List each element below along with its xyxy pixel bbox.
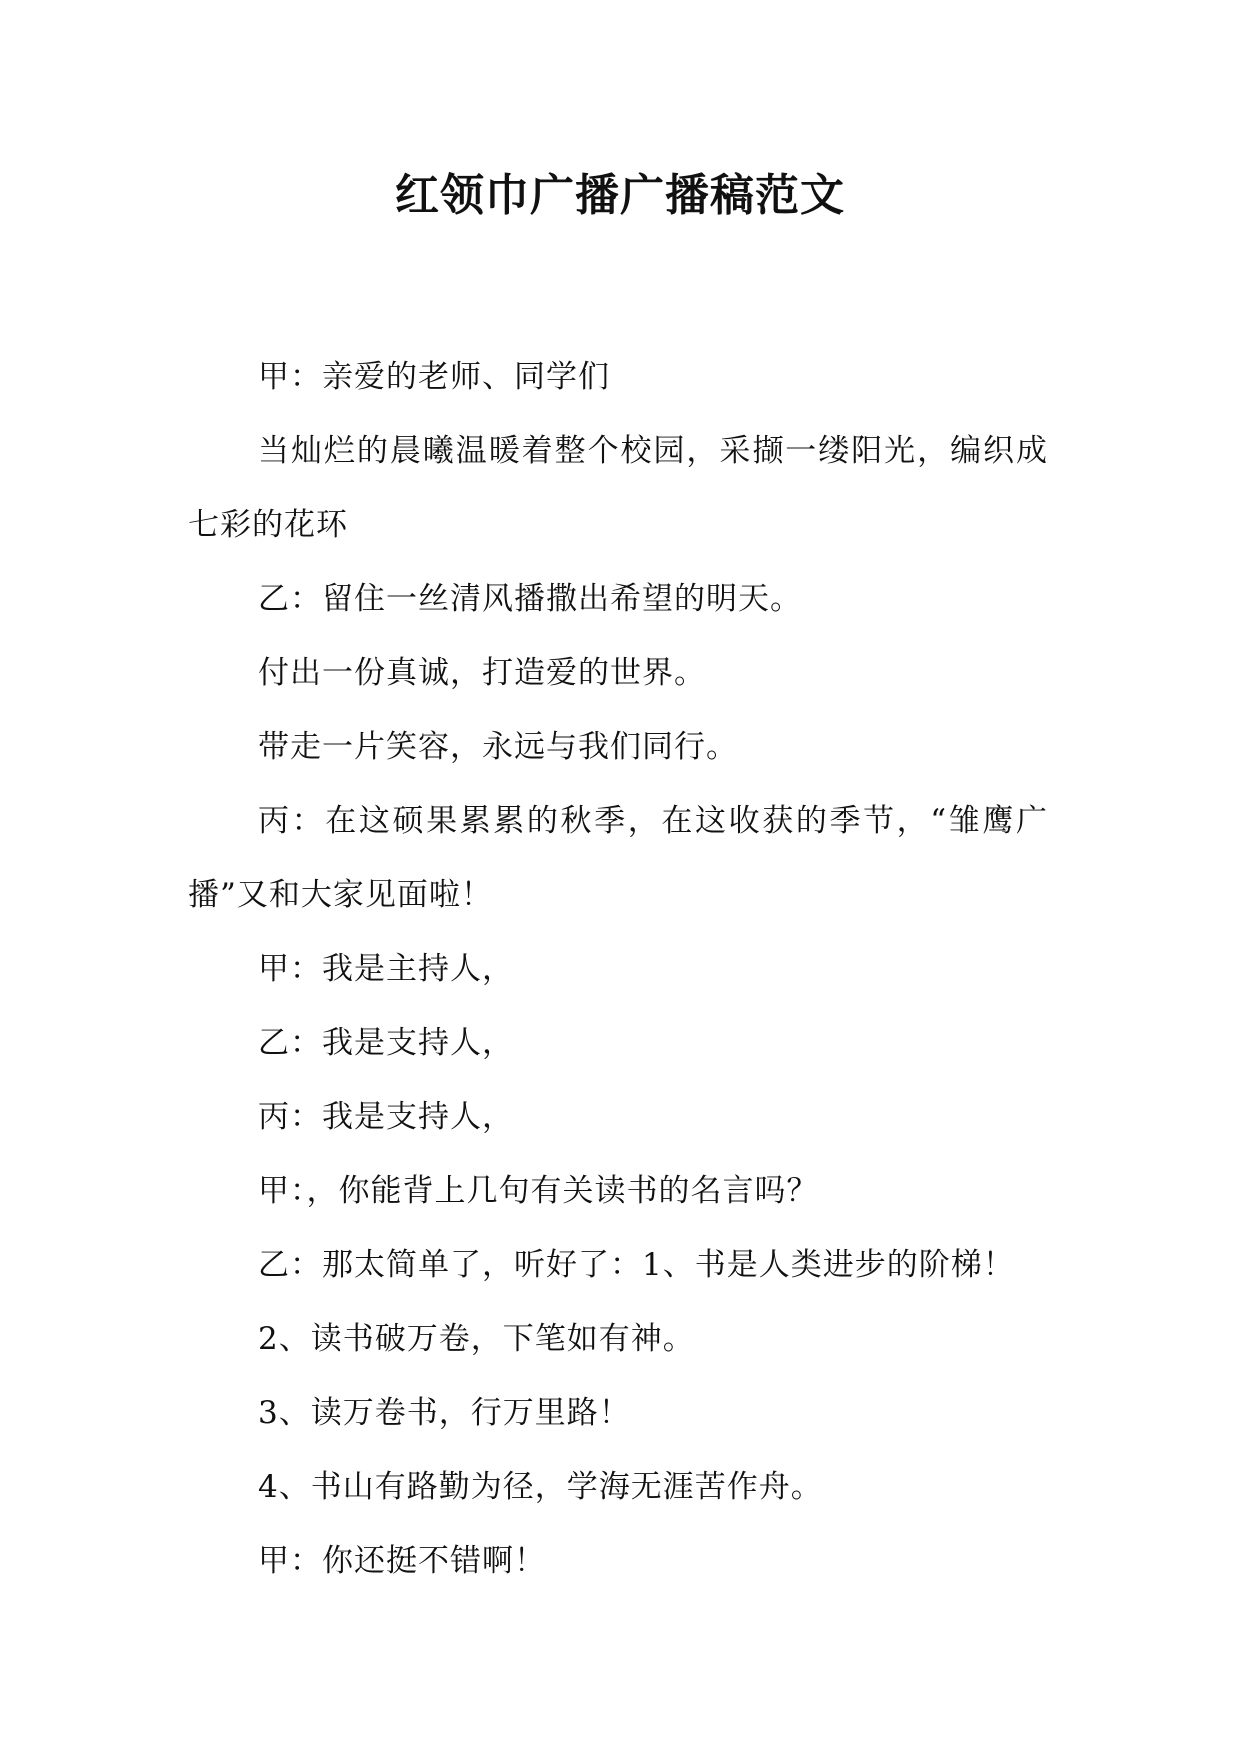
document-title: 红领巾广播广播稿范文	[395, 170, 845, 221]
paragraph: 乙：那太简单了，听好了：1、书是人类进步的阶梯！	[258, 1247, 1015, 1283]
paragraph: 甲：，你能背上几句有关读书的名言吗？	[258, 1173, 819, 1209]
paragraph: 丙：在这硕果累累的秋季，在这收获的季节，“雏鹰广播”又和大家见面啦！	[188, 803, 1048, 913]
paragraph: 付出一份真诚，打造爱的世界。	[258, 655, 706, 691]
paragraph: 2、读书破万卷，下笔如有神。	[258, 1321, 695, 1357]
paragraph: 乙：留住一丝清风播撒出希望的明天。	[258, 581, 802, 617]
paragraph: 甲：你还挺不错啊！	[258, 1543, 546, 1579]
paragraph: 丙：我是支持人，	[258, 1099, 514, 1135]
paragraph: 3、读万卷书，行万里路！	[258, 1395, 631, 1431]
paragraph: 带走一片笑容，永远与我们同行。	[258, 729, 738, 765]
paragraph: 乙：我是支持人，	[258, 1025, 514, 1061]
paragraph: 甲：我是主持人，	[258, 951, 514, 987]
paragraph: 当灿烂的晨曦温暖着整个校园，采撷一缕阳光，编织成七彩的花环	[188, 433, 1048, 543]
paragraph: 甲：亲爱的老师、同学们	[258, 359, 610, 395]
document-body	[188, 340, 1048, 1598]
paragraph: 4、书山有路勤为径，学海无涯苦作舟。	[258, 1469, 823, 1505]
